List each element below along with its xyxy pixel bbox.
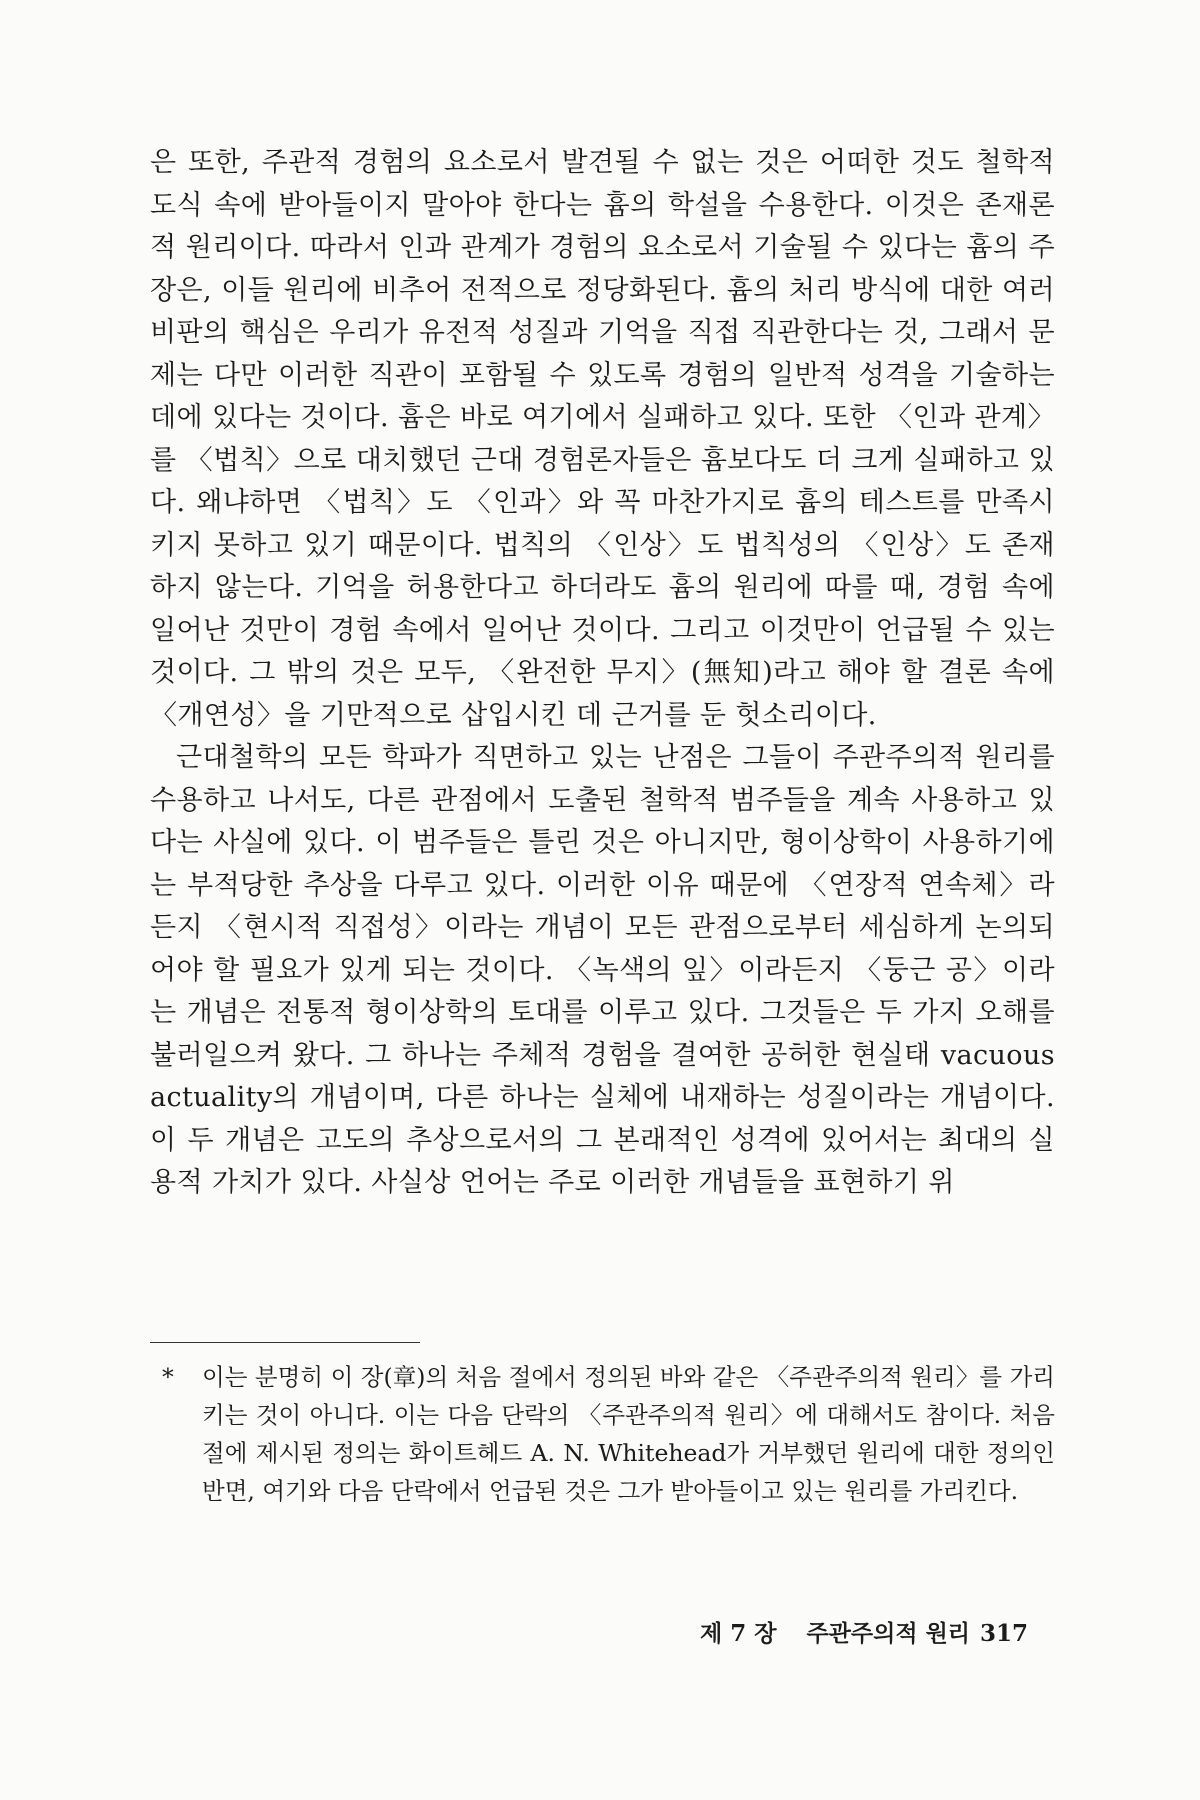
page-number: 317 — [980, 1620, 1029, 1647]
chapter-title: 주관주의적 원리 — [806, 1620, 971, 1647]
footnote — [150, 1358, 1055, 1510]
paragraph-1: 은 또한, 주관적 경험의 요소로서 발견될 수 없는 것은 어떠한 것도 철학적 도식 속에 받아들이지 말아야 한다는 흄의 학설을 수용한다. 이것은 존재론적 원리이다. 따라서 인과 관계가 경험의 요소로서 기술될 수 있다는 흄의 주장은, 이들 원리에 비추어 전적으로 정당화된다. 흄의 처리 방식에 대한 여러 비판의 핵심은 우리가 유전적 성질과 기억을 직접 직관한다는 것, 그래서 문제는 다만 이러한 직관이 포함될 수 있도록 경험의 일반적 성격을 기술하는 데에 있다는 것이다. 흄은 바로 여기에서 실패하고 있다. 또한 〈인과 관계〉를 〈법칙〉으로 대치했던 근대 경험론자들은 흄보다도 더 크게 실패하고 있다. 왜냐하면 〈법칙〉도 〈인과〉와 꼭 마찬가지로 흄의 테스트를 만족시키지 못하고 있기 때문이다. 법칙의 〈인상〉도 법칙성의 〈인상〉도 존재하지 않는다. 기억을 허용한다고 하더라도 흄의 원리에 따를 때, 경험 속에 일어난 것만이 경험 속에서 일어난 것이다. 그리고 이것만이 언급될 수 있는 것이다. 그 밖의 것은 모두, 〈완전한 무지〉(無知)라고 해야 할 결론 속에 〈개연성〉을 기만적으로 삽입시킨 데 근거를 둔 헛소리이다. — [150, 147, 1055, 731]
footnote-marker: * — [162, 1363, 174, 1391]
paragraph-2: 근대철학의 모든 학파가 직면하고 있는 난점은 그들이 주관주의적 원리를 수용하고 나서도, 다른 관점에서 도출된 철학적 범주들을 계속 사용하고 있다는 사실에 있다. 이 범주들은 틀린 것은 아니지만, 형이상학이 사용하기에는 부적당한 추상을 다루고 있다. 이러한 이유 때문에 〈연장적 연속체〉라든지 〈현시적 직접성〉이라는 개념이 모든 관점으로부터 세심하게 논의되어야 할 필요가 있게 되는 것이다. 〈녹색의 잎〉이라든지 〈둥근 공〉이라는 개념은 전통적 형이상학의 토대를 이루고 있다. 그것들은 두 가지 오해를 불러일으켜 왔다. 그 하나는 주체적 경험을 결여한 공허한 현실태 vacuous actuality의 개념이며, 다른 하나는 실체에 내재하는 성질이라는 개념이다. 이 두 개념은 고도의 추상으로서의 그 본래적인 성격에 있어서는 최대의 실용적 가치가 있다. 사실상 언어는 주로 이러한 개념들을 표현하기 위 — [150, 742, 1055, 1198]
running-footer — [700, 1615, 1028, 1648]
body-text — [150, 142, 1055, 1205]
footnote-divider — [150, 1342, 420, 1343]
footnote-text: 이는 분명히 이 장(章)의 처음 절에서 정의된 바와 같은 〈주관주의적 원리〉를 가리키는 것이 아니다. 이는 다음 단락의 〈주관주의적 원리〉에 대해서도 참이다. 처음 절에 제시된 정의는 화이트헤드 A. N. Whitehead가 거부했던 원리에 대한 정의인 반면, 여기와 다음 단락에서 언급된 것은 그가 받아들이고 있는 원리를 가리킨다. — [202, 1363, 1055, 1505]
chapter-label: 제 7 장 — [700, 1620, 777, 1647]
